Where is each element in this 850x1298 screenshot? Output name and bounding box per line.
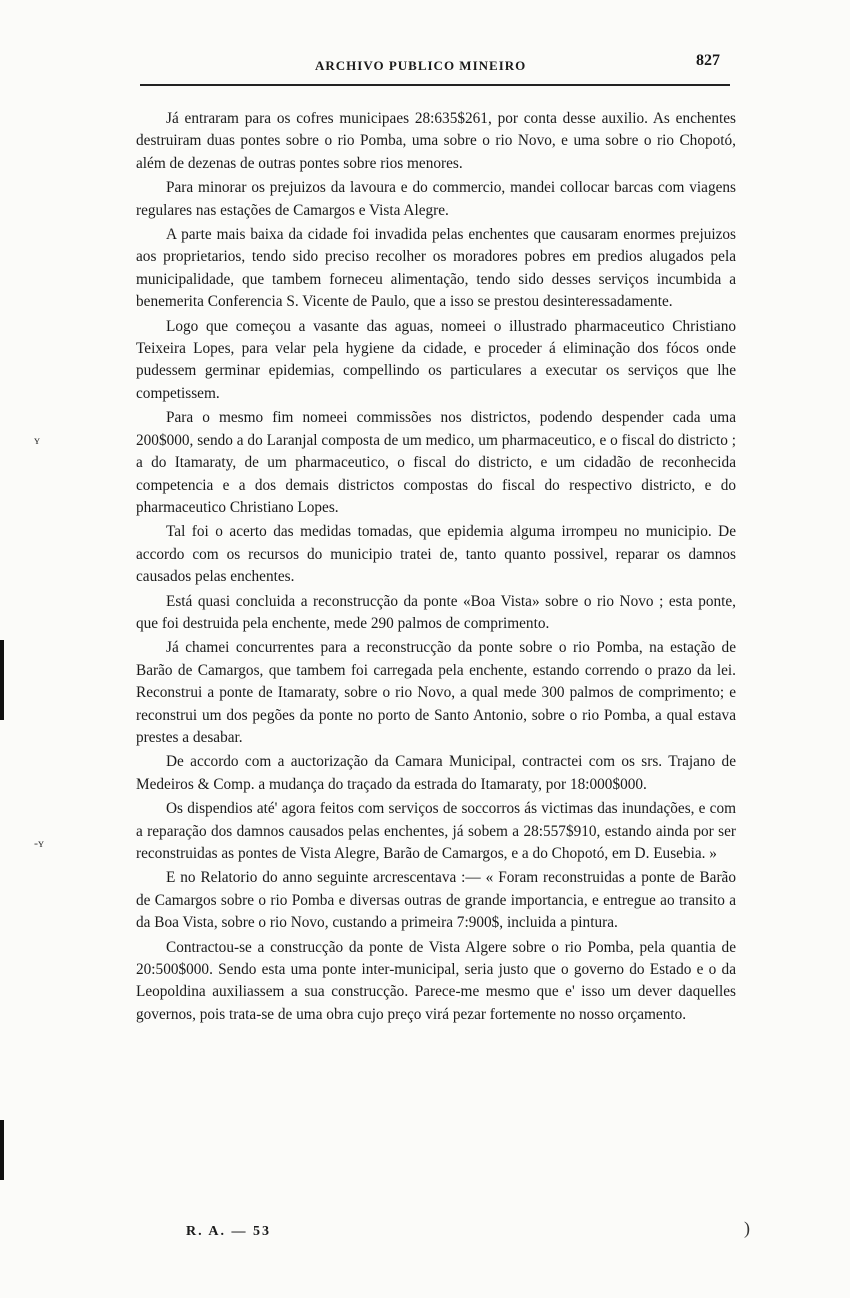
margin-tick-mark: -ʏ	[34, 836, 44, 850]
running-title: ARCHIVO PUBLICO MINEIRO	[315, 58, 527, 73]
paragraph: E no Relatorio do anno seguinte arcrescentava :— « Foram reconstruidas a ponte de Barão de Camargos sobre o rio Pomba e diversas outras de grande importancia, e entregue ao transito a da Boa Vista, sobre o rio Novo, custando a primeira 7:900$, incluida a pintura.	[136, 869, 736, 932]
margin-tick-mark: ʏ	[34, 433, 40, 447]
footer-signature: R. A. — 53	[186, 1224, 271, 1239]
paragraph: Para minorar os prejuizos da lavoura e do commercio, mandei collocar barcas com viagens regulares nas estações de Camargos e Vista Alegre.	[136, 179, 736, 219]
paragraph: Já entraram para os cofres municipaes 28:635$261, por conta desse auxilio. As enchentes destruiram duas pontes sobre o rio Pomba, uma sobre o rio Novo, e uma sobre o rio Chopotó, além de dezenas de outras pontes sobre rios menores.	[136, 110, 736, 172]
margin-bracket-mark: )	[744, 1218, 750, 1238]
paragraph: Já chamei concurrentes para a reconstrucção da ponte sobre o rio Pomba, na estação de Barão de Camargos, que tambem foi carregada pela enchente, estando correndo o prazo da lei. Reconstrui a ponte de Itamaraty, sobre o rio Novo, a qual mede 300 palmos de comprimento; e reconstrui um dos pegões da ponte no porto de Santo Antonio, sobre o rio Pomba, a qual estava prestes a desabar.	[136, 639, 736, 746]
paragraph: Tal foi o acerto das medidas tomadas, que epidemia alguma irrompeu no municipio. De accordo com os recursos do municipio tratei de, tanto quanto possivel, reparar os damnos causados pelas enchentes.	[136, 523, 736, 586]
paragraph: Os dispendios até' agora feitos com serviços de soccorros ás victimas das inundações, e com a reparação dos damnos causados pelas enchentes, já sobem a 28:557$910, estando ainda por ser reconstruidas as pontes de Vista Alegre, Barão de Camargos, e a do Chopotó, em D. Eusebia. »	[136, 800, 736, 862]
running-header	[140, 52, 740, 76]
paragraph: De accordo com a auctorização da Camara Municipal, contractei com os srs. Trajano de Medeiros & Comp. a mudança do traçado da estrada do Itamaraty, por 18:000$000.	[136, 753, 736, 793]
body-text	[136, 108, 736, 1028]
page-number: 827	[696, 52, 720, 69]
paragraph: Para o mesmo fim nomeei commissões nos districtos, podendo despender cada uma 200$000, sendo a do Laranjal composta de um medico, um pharmaceutico, e o fiscal do districto ; a do Itamaraty, de um pharmaceutico, o fiscal do districto, e um cidadão de reconhecida competencia e a dos demais districtos compostas do fiscal do respectivo districto, e do pharmaceutico Christiano Lopes.	[136, 409, 736, 516]
scan-edge-mark	[0, 1120, 4, 1180]
header-rule	[140, 84, 730, 86]
scan-edge-mark	[0, 640, 4, 720]
paragraph: Logo que começou a vasante das aguas, nomeei o illustrado pharmaceutico Christiano Teixeira Lopes, para velar pela hygiene da cidade, e proceder á eliminação dos fócos onde pudessem germinar epidemias, compellindo os particulares a executar os serviços que lhe competissem.	[136, 317, 736, 402]
paragraph: Contractou-se a construcção da ponte de Vista Algere sobre o rio Pomba, pela quantia de 20:500$000. Sendo esta uma ponte inter-municipal, seria justo que o governo do Estado e o da Leopoldina auxiliassem a sua construcção. Parece-me mesmo que e' isso um dever daquelles governos, pois trata-se de uma obra cujo preço virá pezar fortemente no nosso orçamento.	[136, 938, 736, 1023]
paragraph: A parte mais baixa da cidade foi invadida pelas enchentes que causaram enormes prejuizos aos proprietarios, tendo sido preciso recolher os moradores pobres em predios alugados pela municipalidade, que tambem forneceu alimentação, tendo sido desses serviços incumbida a benemerita Conferencia S. Vicente de Paulo, que a isso se prestou desinteressadamente.	[136, 226, 736, 311]
paragraph: Está quasi concluida a reconstrucção da ponte «Boa Vista» sobre o rio Novo ; esta ponte, que foi destruida pela enchente, mede 290 palmos de comprimento.	[136, 592, 736, 632]
